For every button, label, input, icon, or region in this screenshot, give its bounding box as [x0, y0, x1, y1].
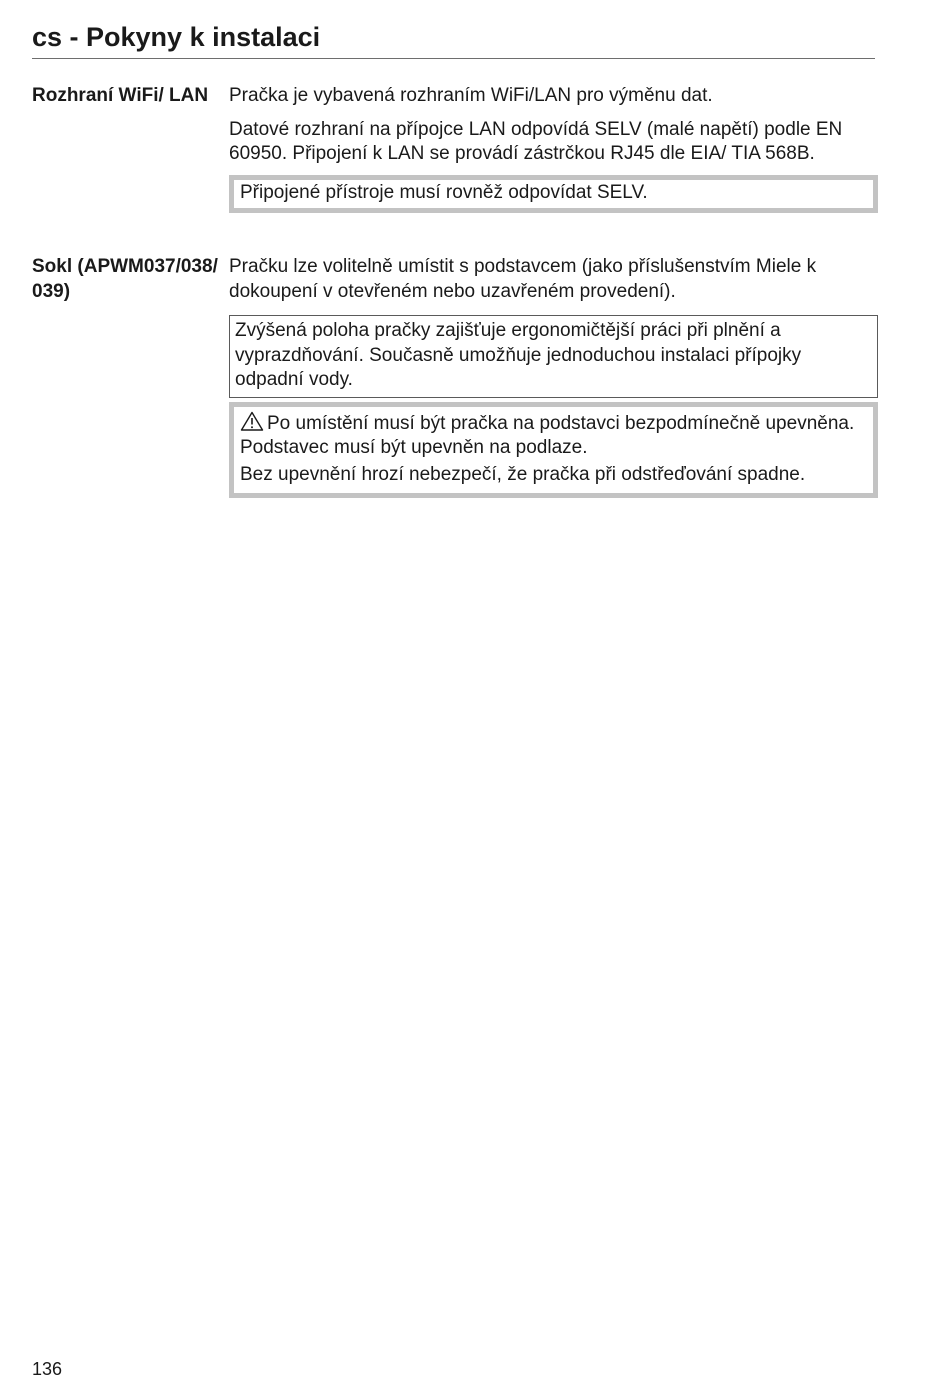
paragraph-plinth-intro: Pračku lze volitelně umístit s podstavcem (jako příslušenstvím Miele k dokoupení v otevřeném nebo uzavřeném provedení).: [229, 256, 817, 302]
section-label-plinth: Sokl (APWM037/038/039): [32, 256, 218, 302]
warning-triangle-icon: [240, 411, 264, 431]
ergonomics-note-text: Zvýšená poloha pračky zajišťuje ergonomičtější práci při plnění a vyprazdňování. Současně umožňuje jednoduchou instalaci přípojky odpadní vody.: [235, 320, 802, 390]
fixing-warning-box: [229, 402, 878, 498]
selv-warning-box: [229, 175, 878, 214]
section-body-wifi-lan: [229, 84, 878, 213]
page-number: 136: [32, 1359, 63, 1379]
page-header: [32, 20, 875, 59]
selv-warning-text: Připojené přístroje musí rovněž odpovídat SELV.: [240, 181, 648, 203]
fixing-warning-line-1: [240, 409, 867, 461]
section-label-wifi-lan: Rozhraní WiFi/ LAN: [32, 85, 209, 106]
fixing-warning-line-2: Bez upevnění hrozí nebezpečí, že pračka při odstřeďování spadne.: [240, 463, 806, 485]
paragraph-wifi-intro: Pračka je vybavená rozhraním WiFi/LAN pro výměnu dat.: [229, 85, 713, 106]
page-title: cs - Pokyny k instalaci: [32, 22, 321, 52]
paragraph-lan-details: Datové rozhraní na přípojce LAN odpovídá SELV (malé napětí) podle EN 60950. Připojení k LAN se provádí zástrčkou RJ45 dle EIA/ TIA 568B.: [229, 118, 843, 164]
ergonomics-note-box: [229, 315, 878, 398]
fixing-warning-text-1: Po umístění musí být pračka na podstavci bezpodmínečně upevněna. Podstavec musí být upevněn na podlaze.: [240, 412, 855, 458]
section-body-plinth: [229, 255, 878, 498]
